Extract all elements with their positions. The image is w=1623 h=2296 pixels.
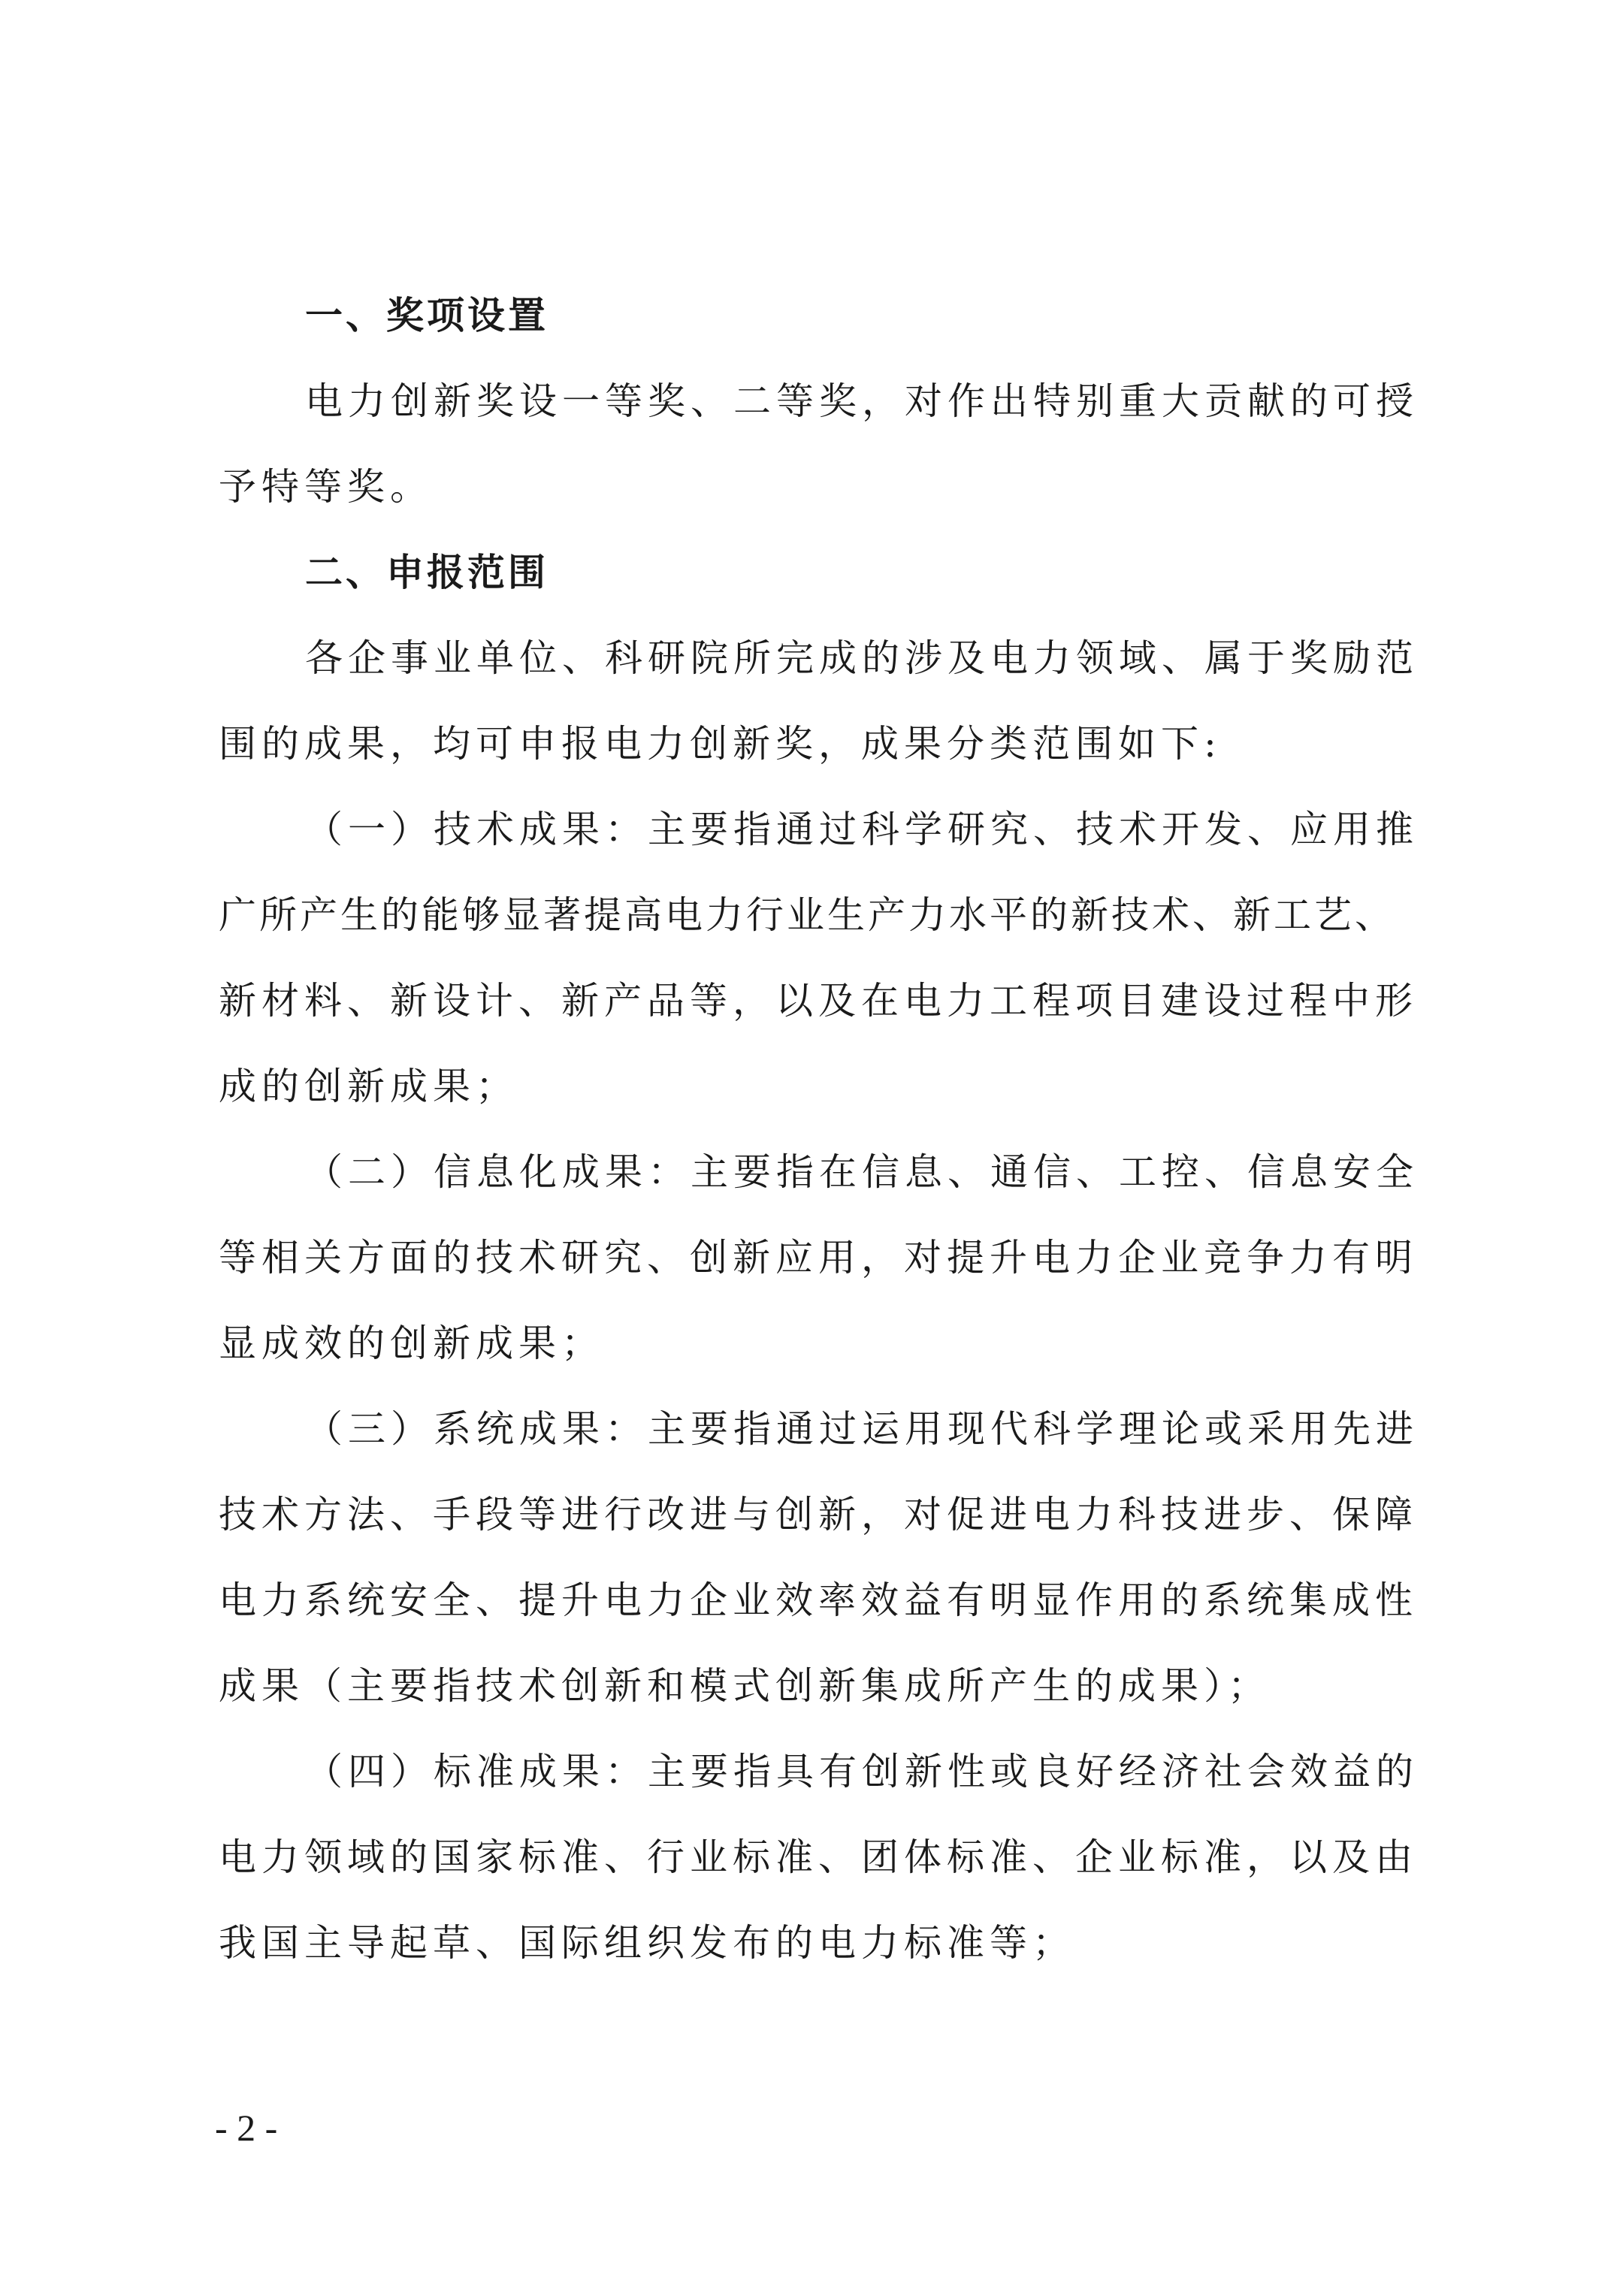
paragraph-line: 各企事业单位、科研院所完成的涉及电力领域、属于奖励范 xyxy=(305,636,1419,680)
paragraph-line: 电力创新奖设一等奖、二等奖，对作出特别重大贡献的可授 xyxy=(305,379,1419,423)
item-standard-line: （四）标准成果：主要指具有创新性或良好经济社会效益的 xyxy=(305,1750,1419,1793)
item-tech-line: （一）技术成果：主要指通过科学研究、技术开发、应用推 xyxy=(305,808,1419,851)
paragraph-line: 围的成果，均可申报电力创新奖，成果分类范围如下: xyxy=(219,722,1222,766)
item-system-line: 电力系统安全、提升电力企业效率效益有明显作用的系统集成性 xyxy=(219,1578,1418,1622)
item-system-line: 成果（主要指技术创新和模式创新集成所产生的成果）； xyxy=(219,1664,1271,1708)
item-info-line: （二）信息化成果：主要指在信息、通信、工控、信息安全 xyxy=(305,1150,1419,1194)
item-system-line: 技术方法、手段等进行改进与创新，对促进电力科技进步、保障 xyxy=(219,1493,1418,1536)
item-tech-line: 广所产生的能够显著提高电力行业生产力水平的新技术、新工艺、 xyxy=(219,893,1395,937)
item-info-line: 显成效的创新成果； xyxy=(219,1322,604,1365)
item-system-line: （三）系统成果：主要指通过运用现代科学理论或采用先进 xyxy=(305,1407,1419,1451)
item-standard-line: 我国主导起草、国际组织发布的电力标准等； xyxy=(219,1921,1075,1965)
section-heading-scope: 二、申报范围 xyxy=(305,551,549,594)
section-heading-awards: 一、奖项设置 xyxy=(305,294,549,337)
page-number: - 2 - xyxy=(215,2107,278,2149)
item-tech-line: 成的创新成果； xyxy=(219,1065,518,1108)
item-tech-line: 新材料、新设计、新产品等，以及在电力工程项目建设过程中形 xyxy=(219,979,1418,1023)
item-standard-line: 电力领域的国家标准、行业标准、团体标准、企业标准，以及由 xyxy=(219,1835,1418,1879)
paragraph-line: 予特等奖。 xyxy=(219,465,433,509)
item-info-line: 等相关方面的技术研究、创新应用，对提升电力企业竞争力有明 xyxy=(219,1236,1418,1279)
